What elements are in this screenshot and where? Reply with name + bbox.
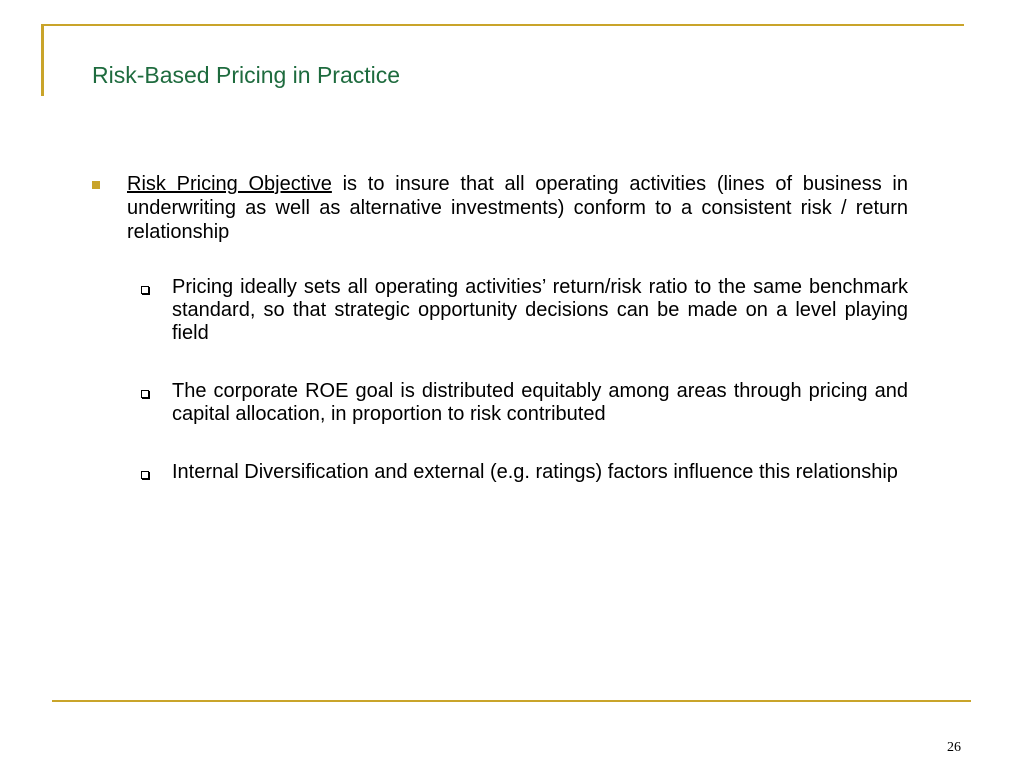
sub-bullet (135, 380, 908, 426)
footer-rule (52, 700, 971, 702)
checkbox-bullet-icon (141, 390, 149, 398)
page-number: 26 (947, 740, 961, 755)
sub-bullet (135, 276, 908, 345)
sub-bullet-text: Pricing ideally sets all operating activities’ return/risk ratio to the same benchmark standard, so that strategic opportunity decisions can be made on a level playing field (172, 276, 908, 344)
objective-label: Risk Pricing Objective (127, 173, 332, 195)
checkbox-bullet-icon (141, 286, 149, 294)
main-bullet (90, 172, 908, 244)
slide-title: Risk-Based Pricing in Practice (92, 62, 401, 88)
frame-left-rule (41, 24, 44, 96)
checkbox-bullet-icon (141, 471, 149, 479)
objective-text: is to insure that all operating activities (lines of business in underwriting as well as alternative investments) conform to a consistent risk / return relationship (127, 173, 908, 243)
square-bullet-icon (92, 181, 100, 189)
sub-bullet-text: The corporate ROE goal is distributed equitably among areas through pricing and capital allocation, in proportion to risk contributed (172, 380, 908, 425)
sub-bullet (135, 461, 908, 484)
slide-content (90, 172, 908, 519)
frame-top-rule (41, 24, 964, 26)
sub-bullet-list (135, 276, 908, 484)
sub-bullet-text: Internal Diversification and external (e.g. ratings) factors influence this relationship (172, 461, 898, 483)
